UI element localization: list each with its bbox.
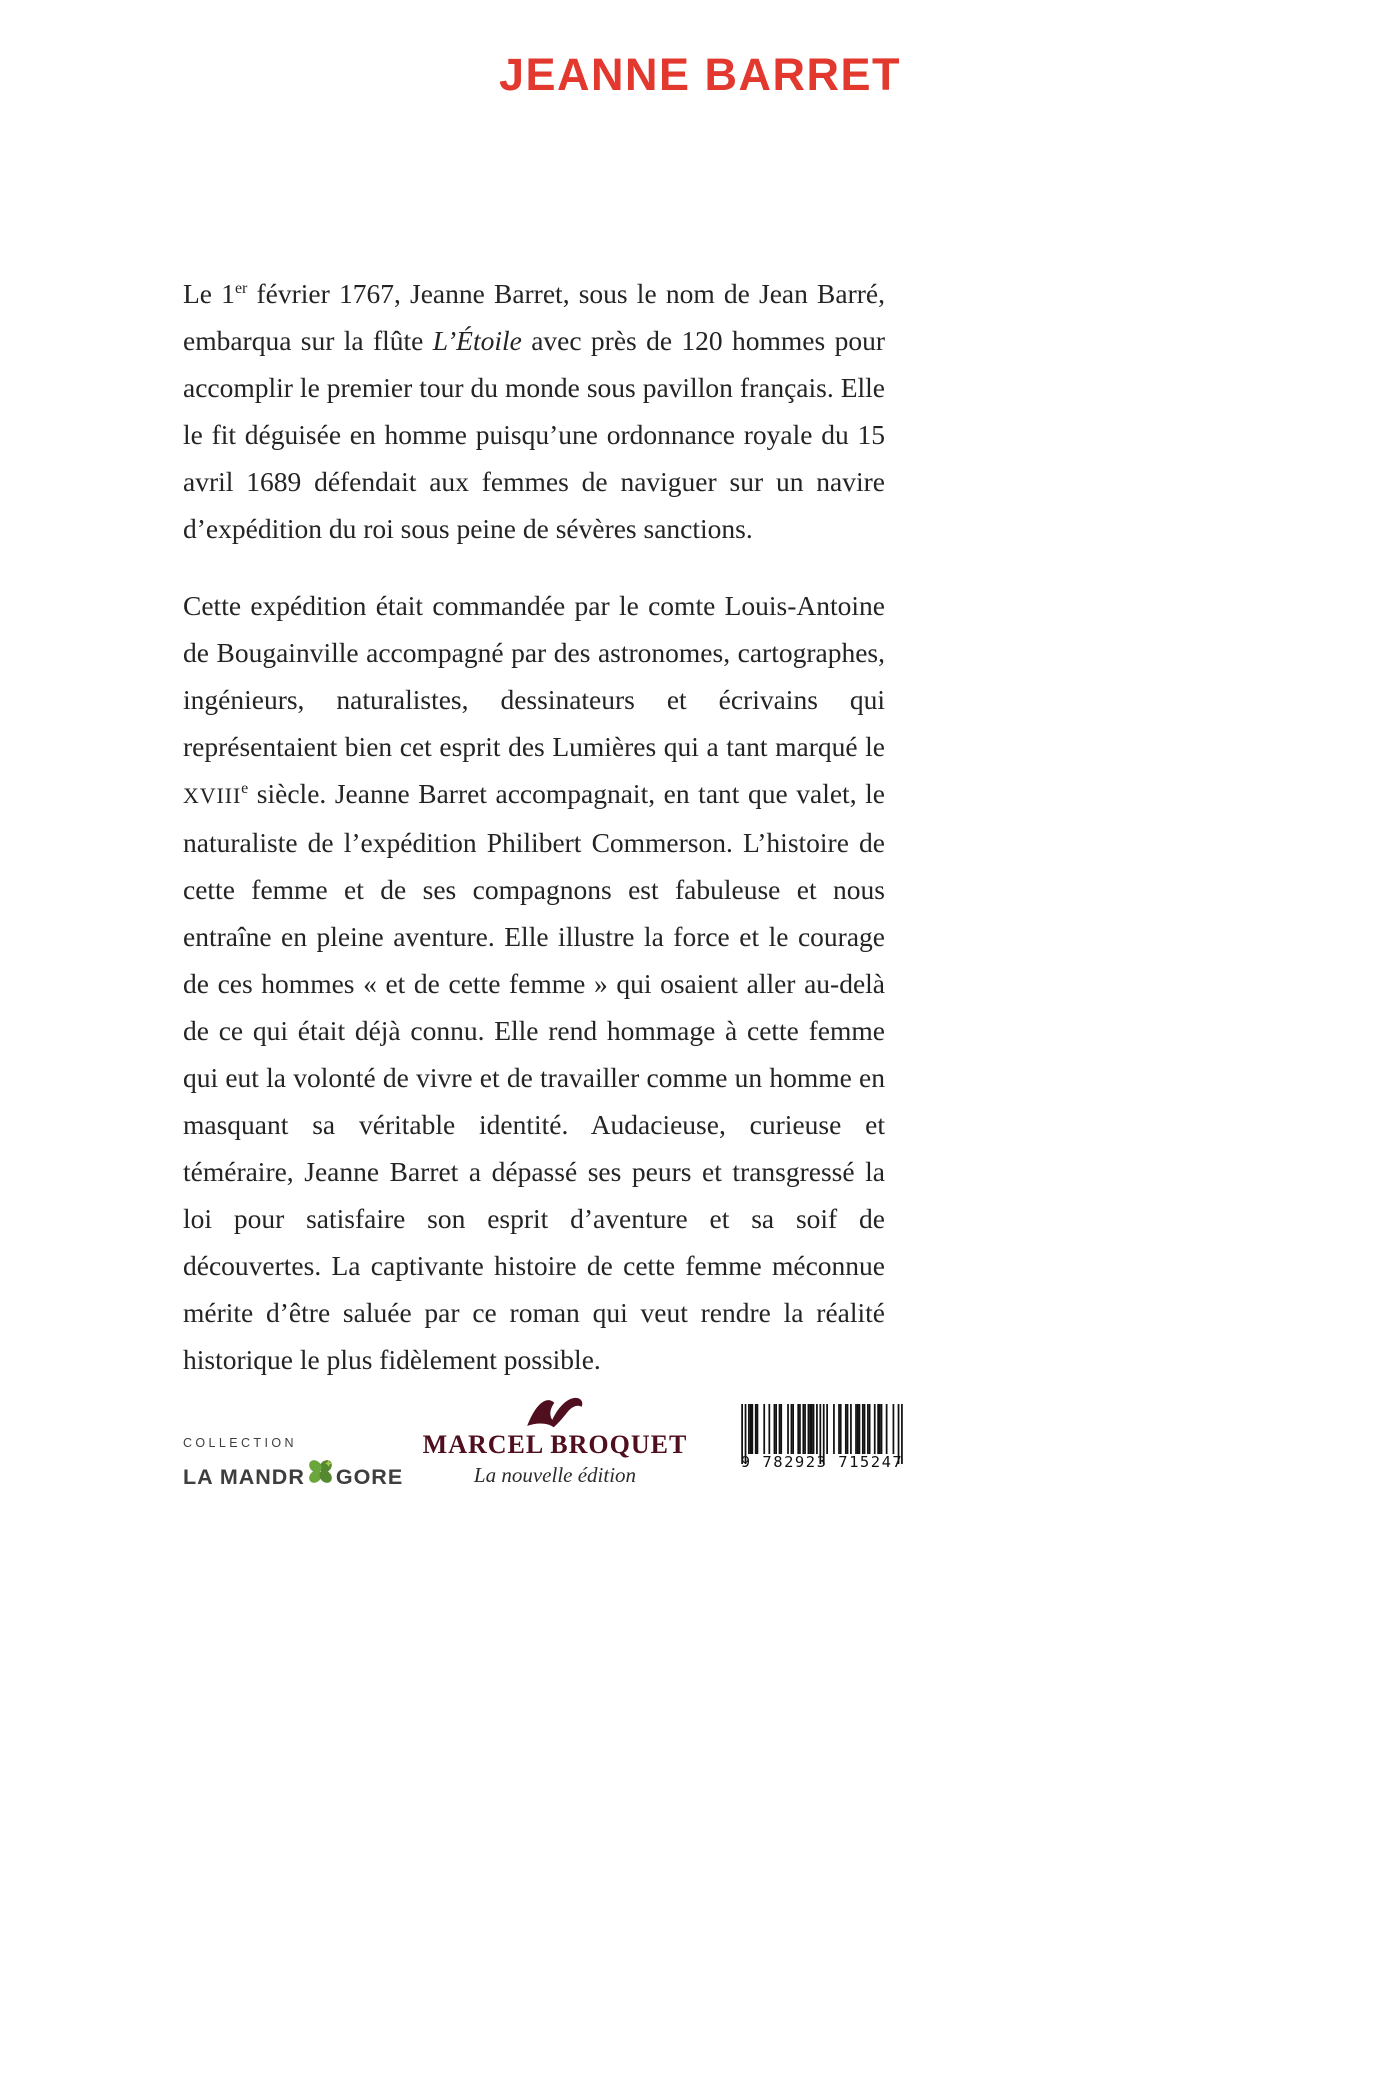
bird-icon <box>524 1392 586 1430</box>
collection-name-suffix: GORE <box>335 1465 404 1489</box>
collection-label: COLLECTION <box>183 1436 297 1450</box>
book-title: JEANNE BARRET <box>498 49 902 100</box>
synopsis-paragraph-1: Le 1er février 1767, Jeanne Barret, sous le nom de Jean Barré, embarqua sur la flûte L’Étoile avec près de 120 hommes pour accomplir le premier tour du monde sous pavillon français. Elle le fit déguisée en homme puisqu’une ordonnance royale du 15 avril 1689 défendait aux femmes de naviguer sur un navire d’expédition du roi sous peine de sévères sanctions. <box>183 278 885 544</box>
publisher-tagline: La nouvelle édition <box>473 1462 637 1487</box>
collection-logo <box>183 1436 403 1489</box>
synopsis-text <box>183 270 885 1383</box>
barcode <box>735 1404 909 1471</box>
collection-name <box>183 1453 403 1489</box>
clover-icon <box>306 1456 335 1492</box>
synopsis-paragraph-2: Cette expédition était commandée par le comte Louis-Antoine de Bougainville accompagné par des astronomes, cartographes, ingénieurs, naturalistes, dessinateurs et écrivains qui représentaient bien cet esprit des Lumières qui a tant marqué le XVIIIe siècle. Jeanne Barret accompagnait, en tant que valet, le naturaliste de l’expédition Philibert Commerson. L’histoire de cette femme et de ses compagnons est fabuleuse et nous entraîne en pleine aventure. Elle illustre la force et le courage de ces hommes « et de cette femme » qui osaient aller au-delà de ce qui était déjà connu. Elle rend hommage à cette femme qui eut la volonté de vivre et de travailler comme un homme en masquant sa véritable identité. Audacieuse, curieuse et téméraire, Jeanne Barret a dépassé ses peurs et transgressé la loi pour satisfaire son esprit d’aventure et sa soif de découvertes. La captivante histoire de cette femme méconnue mérite d’être saluée par ce roman qui veut rendre la réalité historique le plus fidèlement possible. <box>183 590 885 1375</box>
barcode-digits: 9 782923 715247 <box>740 1453 904 1471</box>
collection-name-prefix: LA MANDR <box>183 1465 305 1489</box>
publisher-name: MARCEL BROQUET <box>422 1430 688 1459</box>
publisher-logo <box>420 1392 690 1488</box>
